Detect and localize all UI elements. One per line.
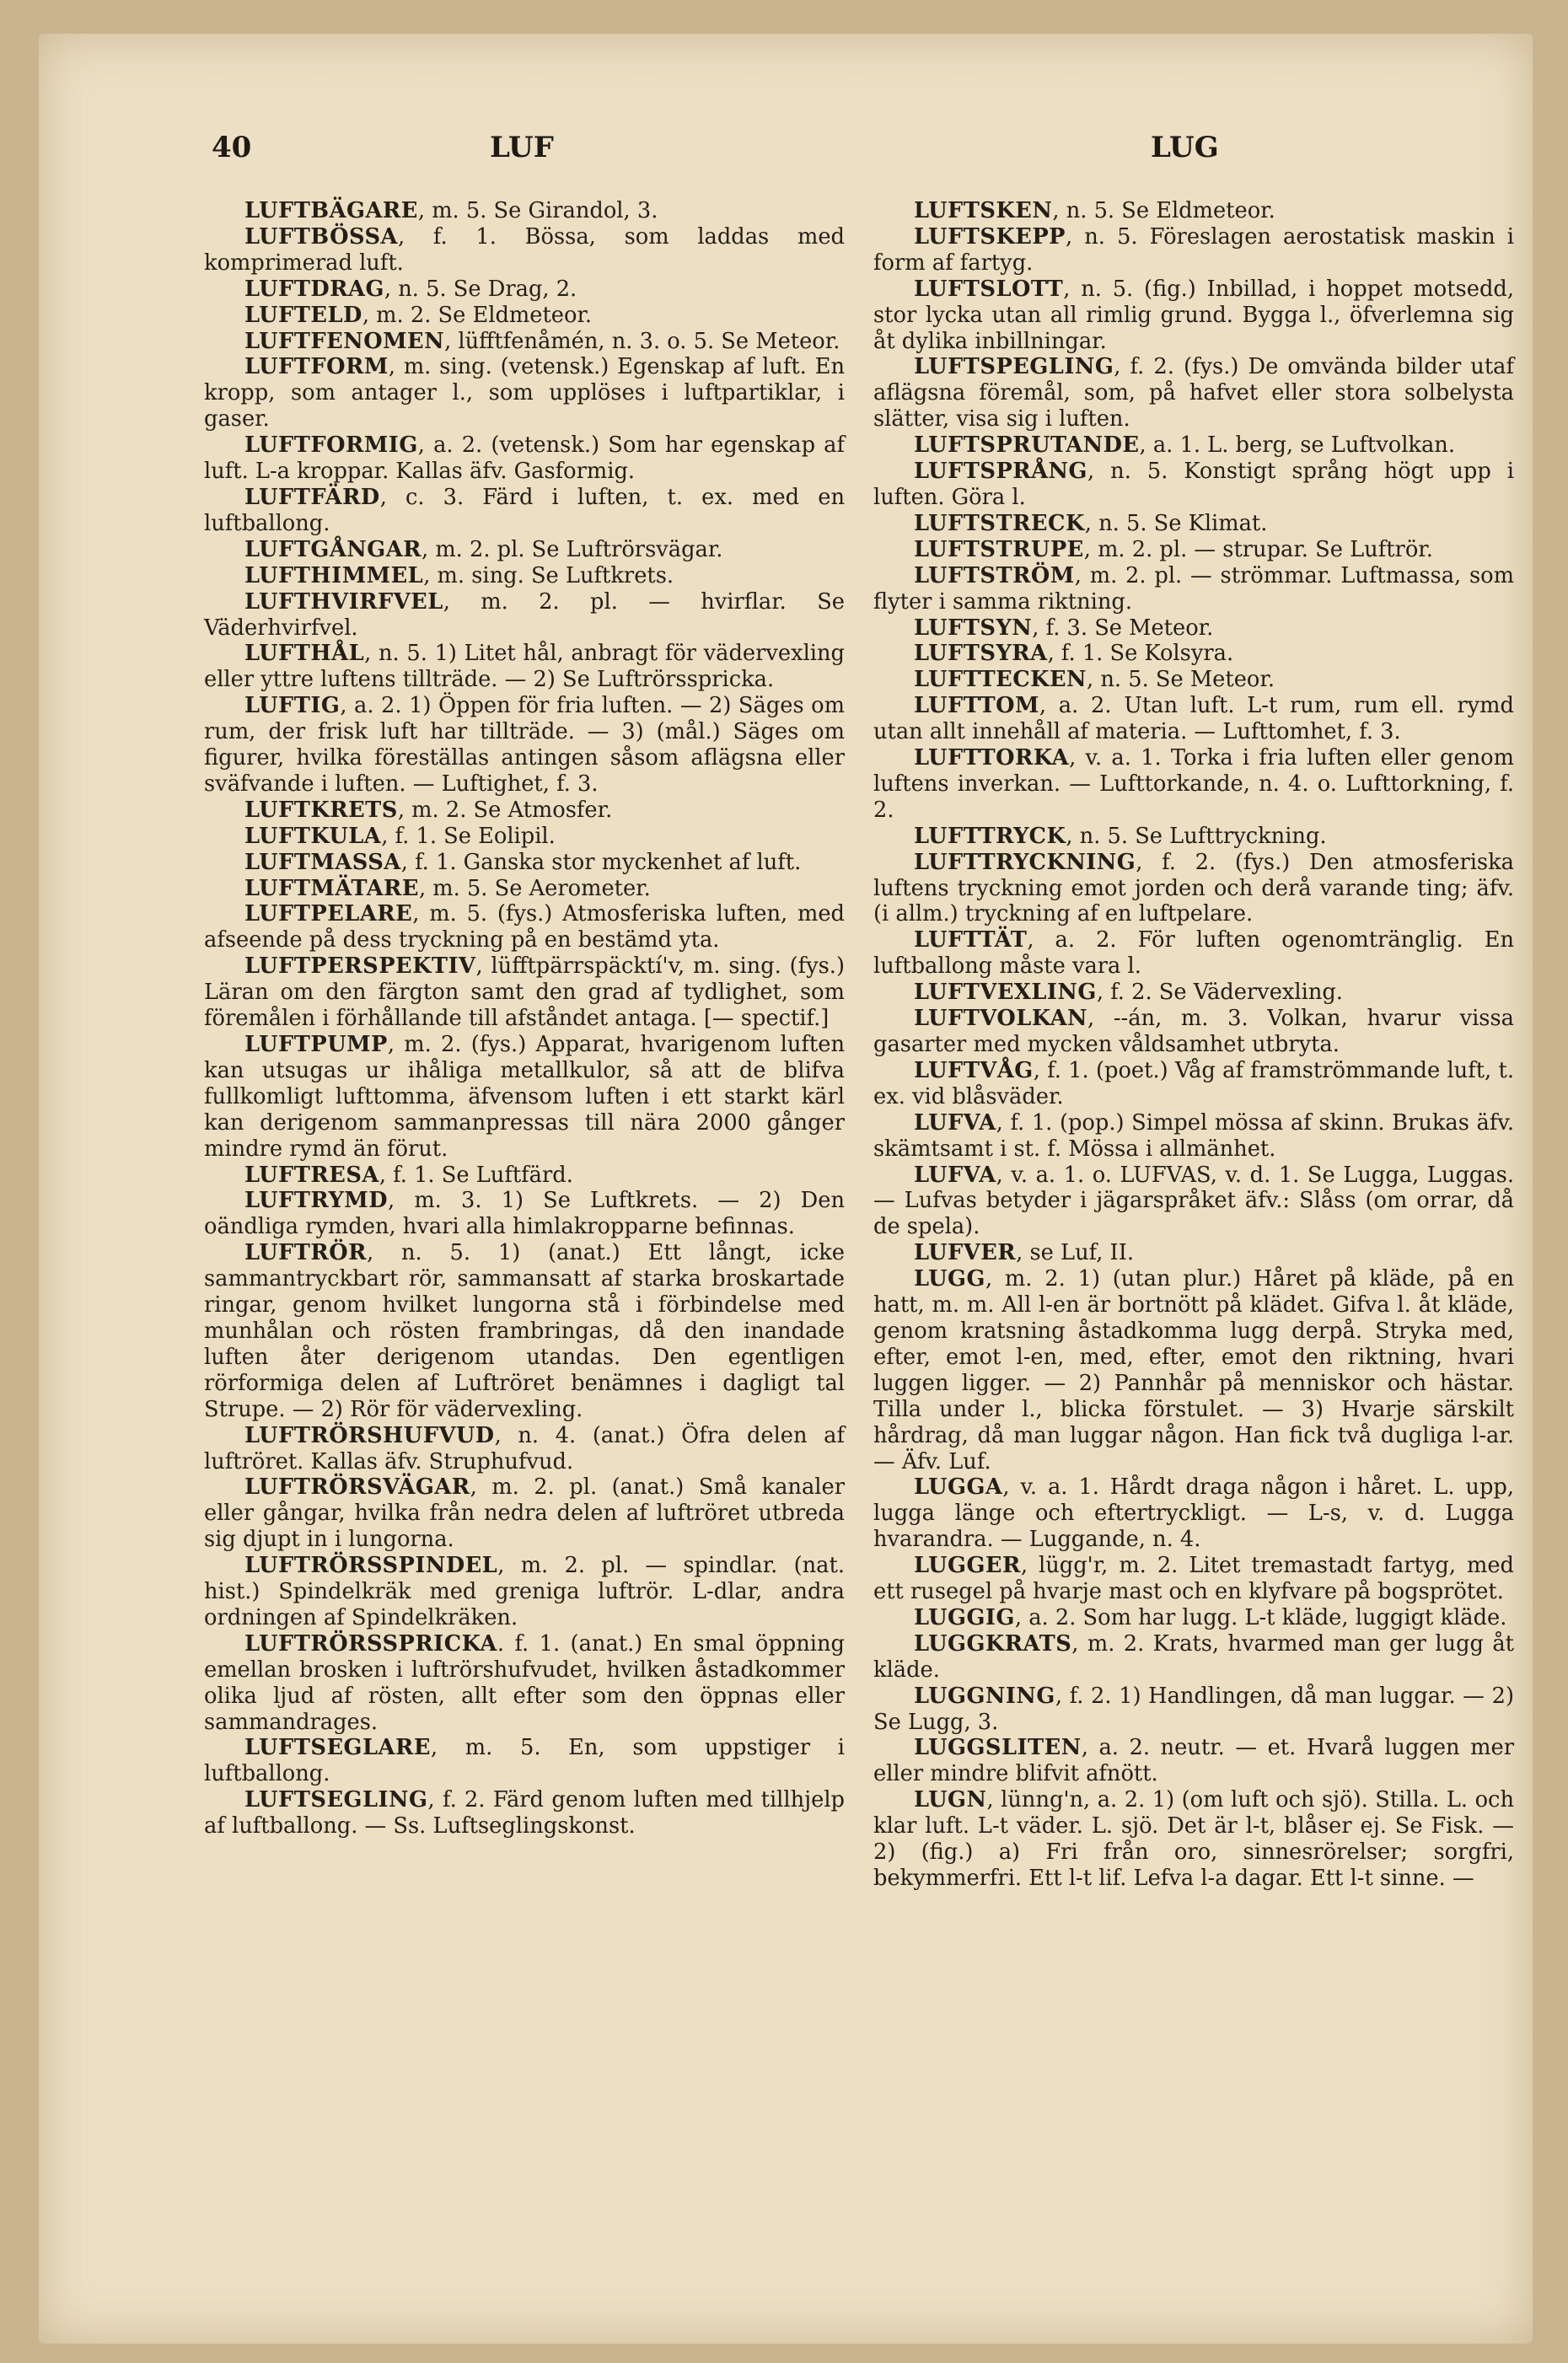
dictionary-entry (204, 1423, 845, 1475)
dictionary-entry (204, 537, 845, 563)
entry-definition: , m. sing. (vetensk.) Egenskap af luft. En kropp, som antager l., som upplöses i luftpartiklar, i gaser. (204, 354, 845, 432)
guide-word-right: LUG (1151, 131, 1219, 164)
entry-definition: , n. 5. Se Drag, 2. (384, 276, 577, 302)
entry-headword: LUGGKRATS (914, 1630, 1072, 1657)
entry-definition: , m. sing. Se Luftkrets. (423, 562, 674, 588)
entry-headword: LUFTPERSPEKTIV (244, 953, 476, 980)
entry-headword: LUFTHÅL (244, 641, 365, 667)
entry-definition: , n. 5. (fig.) Inbillad, i hoppet motsedd, stor lycka utan all rimlig grund. Bygga l., öfverlemna sig åt dylika inbillningar. (873, 276, 1514, 354)
entry-definition: , a. 1. L. berg, se Luftvolkan. (1139, 432, 1456, 459)
dictionary-entry (873, 850, 1514, 928)
entry-definition: , a. 2. 1) Öppen för fria luften. — 2) Säges om rum, der frisk luft har tillträde. — 3) (mål.) Säges om figurer, hvilka föreställas antingen såsom aflägsna eller sväfvande i luften. — Luftighet, f. 3. (204, 693, 845, 797)
entry-definition: , v. a. 1. o. LUFVAS, v. d. 1. Se Lugga, Luggas. — Lufvas betyder i jägarspråket äfv.: Slåss (om orrar, då de spela). (873, 1162, 1514, 1240)
entry-headword: LUFTTRYCK (914, 823, 1066, 849)
dictionary-entry (204, 1735, 845, 1787)
dictionary-entry (204, 693, 845, 798)
entry-definition: , n. 5. Konstigt språng högt upp i luften. Göra l. (873, 459, 1514, 510)
entry-definition: , m. 2. Se Atmosfer. (397, 797, 613, 823)
entry-headword: LUFTPELARE (244, 901, 413, 927)
entry-definition: , m. 2. pl. (anat.) Små kanaler eller gångar, hvilka från nedra delen af luftröret utbreda sig djupt in i lungorna. (204, 1474, 845, 1553)
entry-definition: , m. 5. Se Aerometer. (418, 875, 651, 901)
left-column (204, 198, 845, 1839)
entry-headword: LUFTMASSA (244, 849, 401, 875)
entry-headword: LUFTRÖRSVÄGAR (244, 1474, 470, 1501)
entry-definition: , f. 1. Se Kolsyra. (1047, 641, 1234, 667)
guide-word-left: LUF (490, 131, 554, 164)
dictionary-entry (873, 745, 1514, 824)
page-number: 40 (212, 131, 252, 164)
entry-definition: , m. 2. 1) (utan plur.) Håret på kläde, på en hatt, m. m. All l-en är bortnött på klädet. Gifva l. åt kläde, genom kratsning åstadkomma lugg derpå. Stryka med, efter, emot l-en, med, efter, emot den riktning, hvari luggen ligger. — 2) Pannhår på menniskor och hästar. Tilla under l., blicka förstulet. — 3) Hvarje särskilt hårdrag, då man luggar någon. Han fick två dugliga l-ar. — Äfv. Luf. (873, 1266, 1514, 1474)
entry-headword: LUFTPUMP (244, 1032, 388, 1057)
entry-definition: , lügg'r, m. 2. Litet tremastadt fartyg, med ett rusegel på hvarje mast och en klyfvare på bogsprötet. (873, 1553, 1514, 1605)
entry-headword: LUFTFORMIG (244, 432, 418, 459)
entry-headword: LUFTSEGLARE (244, 1735, 431, 1761)
dictionary-entry (204, 850, 845, 876)
entry-headword: LUFTSYN (914, 615, 1033, 641)
entry-definition: , a. 2. Som har lugg. L-t kläde, luggigt kläde. (1014, 1604, 1507, 1630)
dictionary-entry (204, 1631, 845, 1736)
entry-headword: LUFTSPRÅNG (914, 459, 1087, 485)
entry-headword: LUFTVOLKAN (914, 1006, 1088, 1032)
entry-definition: , n. 5. 1) Litet hål, anbragt för vädervexling eller yttre luftens tillträde. — 2) Se Luftrörsspricka. (204, 641, 845, 693)
dictionary-entry (873, 432, 1514, 459)
entry-headword: LUFTBÄGARE (244, 198, 418, 223)
dictionary-entry (204, 901, 845, 953)
dictionary-entry (873, 1474, 1514, 1553)
right-column (873, 198, 1514, 1892)
dictionary-entry (204, 329, 845, 355)
entry-definition: . f. 1. (anat.) En smal öppning emellan brosken i luftrörshufvudet, hvilken åstadkommer olika ljud af rösten, allt efter som den öppnas eller sammandrages. (204, 1630, 845, 1735)
dictionary-entry (873, 693, 1514, 745)
dictionary-entry (873, 224, 1514, 277)
entry-definition: , v. a. 1. Hårdt draga någon i håret. L. upp, lugga länge och eftertryckligt. — L-s, v. d. Lugga hvarandra. — Luggande, n. 4. (873, 1474, 1514, 1553)
entry-definition: , n. 5. Se Klimat. (1084, 510, 1268, 536)
entry-headword: LUFTTECKEN (914, 667, 1087, 693)
entry-headword: LUFTMÄTARE (244, 875, 419, 901)
entry-headword: LUFTTORKA (914, 745, 1070, 771)
dictionary-entry (204, 953, 845, 1032)
entry-definition: , m. 2. pl. — spindlar. (nat. hist.) Spindelkräk med greniga luftrör. L-dlar, andra ordningen af Spindelkräken. (204, 1553, 845, 1630)
dictionary-entry (873, 1787, 1514, 1892)
entry-definition: , m. 2. pl. — strömmar. Luftmassa, som flyter i samma riktning. (873, 562, 1514, 615)
entry-headword: LUFTTRYCKNING (914, 849, 1136, 875)
dictionary-entry (873, 1631, 1514, 1684)
dictionary-entry (873, 511, 1514, 537)
entry-headword: LUFTRÖRSSPRICKA (244, 1630, 497, 1657)
dictionary-entry (204, 1032, 845, 1163)
entry-definition: , m. 2. Se Eldmeteor. (362, 302, 593, 328)
page-header (39, 101, 1533, 164)
entry-definition: , m. 2. pl. — hvirflar. Se Väderhvirfvel. (204, 588, 845, 641)
entry-headword: LUFTELD (244, 302, 362, 328)
dictionary-entry (873, 1553, 1514, 1605)
entry-definition: , f. 1. Se Luftfärd. (379, 1162, 573, 1188)
entry-headword: LUFVA (914, 1109, 996, 1136)
dictionary-entry (204, 1553, 845, 1631)
entry-definition: , m. 2. pl. — strupar. Se Luftrör. (1083, 536, 1433, 562)
entry-definition: , v. a. 1. Torka i fria luften eller genom luftens inverkan. — Lufttorkande, n. 4. o. Lufttorkning, f. 2. (873, 745, 1514, 823)
entry-headword: LUFTSTRÖM (914, 562, 1075, 588)
entry-headword: LUFTRYMD (244, 1188, 389, 1214)
entry-headword: LUGN (914, 1787, 987, 1813)
entry-definition: , a. 2. (vetensk.) Som har egenskap af luft. L-a kroppar. Kallas äfv. Gasformig. (204, 432, 845, 485)
dictionary-entry (204, 1240, 845, 1422)
dictionary-entry (204, 303, 845, 329)
entry-headword: LUFTVÅG (914, 1057, 1034, 1083)
dictionary-entry (873, 1240, 1514, 1266)
entry-definition: , f. 2. (fys.) De omvända bilder utaf aflägsna föremål, som, på hafvet eller stora solbelysta slätter, visa sig i luften. (873, 354, 1514, 432)
entry-headword: LUFTSKEN (914, 198, 1053, 223)
entry-headword: LUFTSPRUTANDE (914, 432, 1140, 459)
entry-definition: , f. 2. (fys.) Den atmosferiska luftens tryckning emot jorden och derå varande ting; äfv. (i allm.) tryckning af en luftpelare. (873, 849, 1514, 927)
entry-headword: LUFTSTRUPE (914, 536, 1084, 562)
entry-headword: LUFTSKEPP (914, 223, 1066, 250)
entry-headword: LUGGIG (914, 1604, 1015, 1630)
dictionary-entry (204, 1163, 845, 1189)
entry-definition: , a. 2. Utan luft. L-t rum, rum ell. rymd utan allt innehåll af materia. — Lufttomhet, f. 3. (873, 693, 1514, 745)
entry-headword: LUFVER (914, 1240, 1017, 1266)
entry-headword: LUFTVEXLING (914, 980, 1097, 1006)
dictionary-entry (204, 354, 845, 432)
entry-headword: LUFTFORM (244, 354, 389, 380)
entry-definition: , c. 3. Färd i luften, t. ex. med en luftballong. (204, 484, 845, 536)
dictionary-entry (873, 1163, 1514, 1241)
entry-headword: LUFTSTRECK (914, 510, 1085, 536)
entry-definition: , m. 5. En, som uppstiger i luftballong. (204, 1735, 845, 1787)
entry-headword: LUFTSEGLING (244, 1787, 428, 1813)
entry-headword: LUFTRÖRSSPINDEL (244, 1553, 498, 1579)
entry-definition: , a. 2. För luften ogenomtränglig. En luftballong måste vara l. (873, 927, 1514, 980)
dictionary-entry (873, 1735, 1514, 1787)
dictionary-entry (204, 798, 845, 824)
dictionary-entry (873, 563, 1514, 615)
dictionary-entry (873, 1110, 1514, 1163)
dictionary-entry (204, 432, 845, 485)
dictionary-entry (204, 824, 845, 850)
entry-headword: LUFTFÄRD (244, 484, 380, 510)
entry-headword: LUFTDRAG (244, 276, 384, 302)
dictionary-entry (204, 876, 845, 902)
entry-definition: , a. 2. neutr. — et. Hvarå luggen mer eller mindre blifvit afnött. (873, 1735, 1514, 1787)
dictionary-entry (873, 1266, 1514, 1474)
entry-headword: LUFTKULA (244, 823, 382, 849)
entry-headword: LUFTFENOMEN (244, 328, 445, 354)
dictionary-entry (873, 641, 1514, 667)
entry-definition: , n. 5. 1) (anat.) Ett långt, icke sammantryckbart rör, sammansatt af starka broskartade ringar, genom hvilket lungorna stå i förbindelse med munhålan och rösten frambringas, då den inandade luften åter derigenom utandas. Den egentligen rörformiga delen af Luftröret benämnes i dagligt tal Strupe. — 2) Rör för vädervexling. (204, 1240, 845, 1422)
entry-definition: , f. 2. 1) Handlingen, då man luggar. — 2) Se Lugg, 3. (873, 1683, 1514, 1735)
entry-definition: , n. 5. Se Eldmeteor. (1052, 198, 1275, 223)
entry-headword: LUGGA (914, 1474, 1003, 1501)
entry-definition: , lünng'n, a. 2. 1) (om luft och sjö). Stilla. L. och klar luft. L-t väder. L. sjö. Det är l-t, blåser ej. Se Fisk. — 2) (fig.) a) Fri från oro, sinnesrörelser; sorgfri, bekymmerfri. Ett l-t lif. Lefva l-a dagar. Ett l-t sinne. — (873, 1787, 1514, 1891)
dictionary-page (39, 34, 1533, 2344)
entry-headword: LUFTSYRA (914, 641, 1048, 667)
entry-definition: , f. 1. Se Eolipil. (381, 823, 556, 849)
entry-headword: LUFVA (914, 1162, 996, 1188)
dictionary-entry (873, 615, 1514, 642)
entry-headword: LUFTHVIRFVEL (244, 588, 443, 615)
entry-headword: LUFTKRETS (244, 797, 398, 823)
dictionary-entry (873, 927, 1514, 980)
entry-definition: , se Luf, II. (1016, 1240, 1135, 1266)
entry-headword: LUFTSPEGLING (914, 354, 1114, 380)
dictionary-entry (204, 1787, 845, 1839)
entry-definition: , n. 5. Se Meteor. (1087, 667, 1275, 693)
dictionary-entry (873, 980, 1514, 1006)
dictionary-entry (873, 198, 1514, 224)
dictionary-entry (204, 198, 845, 224)
entry-definition: , m. 2. Krats, hvarmed man ger lugg åt kläde. (873, 1630, 1514, 1683)
entry-headword: LUGGSLITEN (914, 1735, 1082, 1761)
entry-definition: , m. 5. (fys.) Atmosferiska luften, med afseende på dess tryckning på en bestämd yta. (204, 901, 845, 953)
entry-headword: LUGGNING (914, 1683, 1055, 1709)
entry-definition: , lüfftfenåmén, n. 3. o. 5. Se Meteor. (444, 328, 840, 354)
entry-headword: LUFTRESA (244, 1162, 379, 1188)
entry-headword: LUGGER (914, 1553, 1021, 1579)
entry-definition: , m. 5. Se Girandol, 3. (417, 198, 658, 223)
dictionary-entry (873, 459, 1514, 511)
entry-headword: LUFTRÖRSHUFVUD (244, 1422, 495, 1448)
dictionary-entry (873, 537, 1514, 563)
dictionary-entry (873, 354, 1514, 432)
dictionary-entry (873, 824, 1514, 850)
entry-definition: , lüfftpärrspäcktí'v, m. sing. (fys.) Läran om den färgton samt den grad af tydlighet, som föremålen i förhållande till afståndet antaga. [— spectif.] (204, 953, 845, 1032)
dictionary-entry (873, 667, 1514, 693)
entry-headword: LUFTRÖR (244, 1240, 367, 1266)
entry-definition: , n. 4. (anat.) Öfra delen af luftröret. Kallas äfv. Struphufvud. (204, 1422, 845, 1474)
entry-headword: LUFTIG (244, 693, 341, 719)
dictionary-entry (873, 1006, 1514, 1058)
entry-headword: LUFTTOM (914, 693, 1039, 719)
entry-headword: LUFTSLOTT (914, 276, 1064, 302)
entry-definition: , f. 1. (poet.) Våg af framströmmande luft, t. ex. vid blåsväder. (873, 1057, 1514, 1109)
entry-definition: , f. 1. (pop.) Simpel mössa af skinn. Brukas äfv. skämtsamt i st. f. Mössa i allmänhet. (873, 1109, 1514, 1162)
entry-definition: , m. 2. pl. Se Luftrörsvägar. (421, 536, 723, 562)
dictionary-entry (204, 641, 845, 693)
entry-definition: , f. 2. Se Vädervexling. (1096, 980, 1343, 1006)
dictionary-entry (873, 1684, 1514, 1736)
entry-definition: , m. 3. 1) Se Luftkrets. — 2) Den oändliga rymden, hvari alla himlakropparne befinnas. (204, 1188, 845, 1240)
entry-headword: LUFTTÄT (914, 927, 1028, 953)
entry-definition: , f. 1. Ganska stor myckenhet af luft. (400, 849, 802, 875)
dictionary-entry (204, 224, 845, 277)
dictionary-entry (204, 589, 845, 642)
entry-definition: , n. 5. Föreslagen aerostatisk maskin i form af fartyg. (873, 223, 1514, 276)
dictionary-entry (204, 277, 845, 303)
entry-headword: LUFTHIMMEL (244, 562, 424, 588)
entry-definition: , m. 2. (fys.) Apparat, hvarigenom luften kan utsugas ur ihåliga metallkulor, så att de blifva fullkomligt lufttomma, äfvensom luften i ett starkt kärl kan derigenom sammanpressas till nära 2000 gånger mindre rymd än förut. (204, 1032, 845, 1162)
dictionary-entry (873, 1058, 1514, 1110)
dictionary-entry (204, 485, 845, 537)
dictionary-entry (873, 1605, 1514, 1631)
dictionary-entry (204, 563, 845, 589)
entry-definition: , n. 5. Se Lufttryckning. (1066, 823, 1327, 849)
entry-definition: , --án, m. 3. Volkan, hvarur vissa gasarter med mycken våldsamhet utbryta. (873, 1006, 1514, 1057)
entry-headword: LUFTBÖSSA (244, 223, 398, 250)
entry-headword: LUFTGÅNGAR (244, 536, 422, 562)
entry-definition: , f. 1. Bössa, som laddas med komprimerad luft. (204, 223, 845, 276)
dictionary-entry (204, 1474, 845, 1553)
entry-definition: , f. 3. Se Meteor. (1032, 615, 1214, 641)
dictionary-entry (204, 1188, 845, 1240)
entry-definition: , f. 2. Färd genom luften med tillhjelp af luftballong. — Ss. Luftseglingskonst. (204, 1787, 845, 1839)
dictionary-entry (873, 277, 1514, 355)
entry-headword: LUGG (914, 1266, 985, 1292)
